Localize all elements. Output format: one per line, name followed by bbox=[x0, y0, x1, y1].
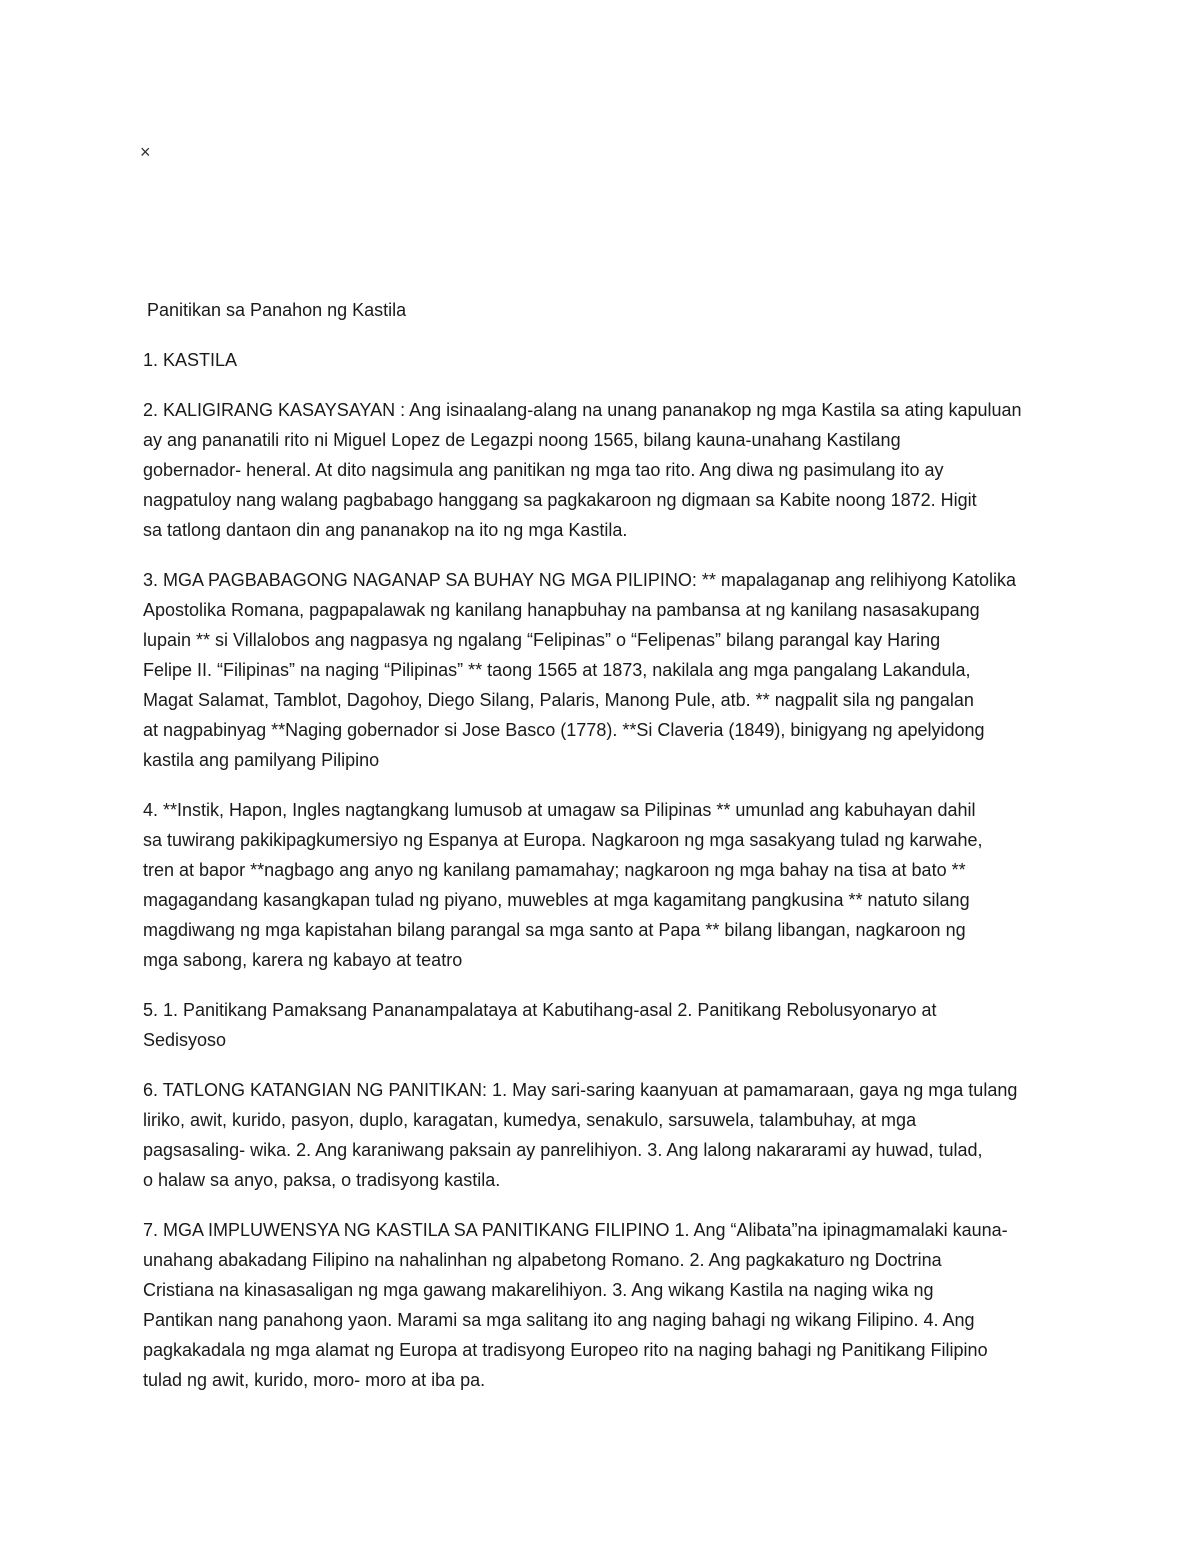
close-icon[interactable]: × bbox=[140, 142, 151, 162]
paragraph-instik-hapon-ingles: 4. **Instik, Hapon, Ingles nagtangkang lumusob at umagaw sa Pilipinas ** umunlad ang kabuhayan dahil sa tuwirang pakikipagkumersiyo ng Espanya at Europa. Nagkaroon ng mga sasakyang tulad ng karwahe, tren at bapor **nagbago ang anyo ng kanilang pamamahay; nagkaroon ng mga bahay na tisa at bato ** magagandang kasangkapan tulad ng piyano, muwebles at mga kagamitang pangkusina ** natuto silang magdiwang ng mga kapistahan bilang parangal sa mga santo at Papa ** bilang libangan, nagkaroon ng mga sabong, karera ng kabayo at teatro bbox=[143, 800, 983, 970]
paragraph-panitikang-pamaksa: 5. 1. Panitikang Pamaksang Pananampalataya at Kabutihang-asal 2. Panitikang Rebolusyonaryo at Sedisyoso bbox=[143, 1000, 937, 1050]
paragraph-kastila: 1. KASTILA bbox=[143, 350, 238, 370]
paragraph-kaligirang-kasaysayan: 2. KALIGIRANG KASAYSAYAN : Ang isinaalang-alang na unang pananakop ng mga Kastila sa ating kapuluan ay ang pananatili rito ni Miguel Lopez de Legazpi noong 1565, bilang kauna-unahang Kastilang gobernador- heneral. At dito nagsimula ang panitikan ng mga tao rito. Ang diwa ng pasimulang ito ay nagpatuloy nang walang pagbabago hanggang sa pagkakaroon ng digmaan sa Kabite noong 1872. Higit sa tatlong dantaon din ang pananakop na ito ng mga Kastila. bbox=[143, 400, 1022, 540]
document-body bbox=[143, 295, 1065, 1415]
paragraph-mga-impluwensya: 7. MGA IMPLUWENSYA NG KASTILA SA PANITIKANG FILIPINO 1. Ang “Alibata”na ipinagmamalaki kauna- unahang abakadang Filipino na nahalinhan ng alpabetong Romano. 2. Ang pagkakaturo ng Doctrina Cristiana na kinasasaligan ng mga gawang makarelihiyon. 3. Ang wikang Kastila na naging wika ng Pantikan nang panahong yaon. Marami sa mga salitang ito ang naging bahagi ng wikang Filipino. 4. Ang pagkakadala ng mga alamat ng Europa at tradisyong Europeo rito na naging bahagi ng Panitikang Filipino tulad ng awit, kurido, moro- moro at iba pa. bbox=[143, 1220, 1008, 1390]
document-title: Panitikan sa Panahon ng Kastila bbox=[147, 300, 407, 320]
paragraph-mga-pagbabago: 3. MGA PAGBABAGONG NAGANAP SA BUHAY NG MGA PILIPINO: ** mapalaganap ang relihiyong Katolika Apostolika Romana, pagpapalawak ng kanilang hanapbuhay na pambansa at ng kanilang nasasakupang lupain ** si Villalobos ang nagpasya ng ngalang “Felipinas” o “Felipenas” bilang parangal kay Haring Felipe II. “Filipinas” na naging “Pilipinas” ** taong 1565 at 1873, nakilala ang mga pangalang Lakandula, Magat Salamat, Tamblot, Dagohoy, Diego Silang, Palaris, Manong Pule, atb. ** nagpalit sila ng pangalan at nagpabinyag **Naging gobernador si Jose Basco (1778). **Si Claveria (1849), binigyang ng apelyidong kastila ang pamilyang Pilipino bbox=[143, 570, 1017, 770]
paragraph-tatlong-katangian: 6. TATLONG KATANGIAN NG PANITIKAN: 1. May sari-saring kaanyuan at pamamaraan, gaya ng mga tulang liriko, awit, kurido, pasyon, duplo, karagatan, kumedya, senakulo, sarsuwela, talambuhay, at mga pagsasaling- wika. 2. Ang karaniwang paksain ay panrelihiyon. 3. Ang lalong nakararami ay huwad, tulad, o halaw sa anyo, paksa, o tradisyong kastila. bbox=[143, 1080, 1018, 1190]
